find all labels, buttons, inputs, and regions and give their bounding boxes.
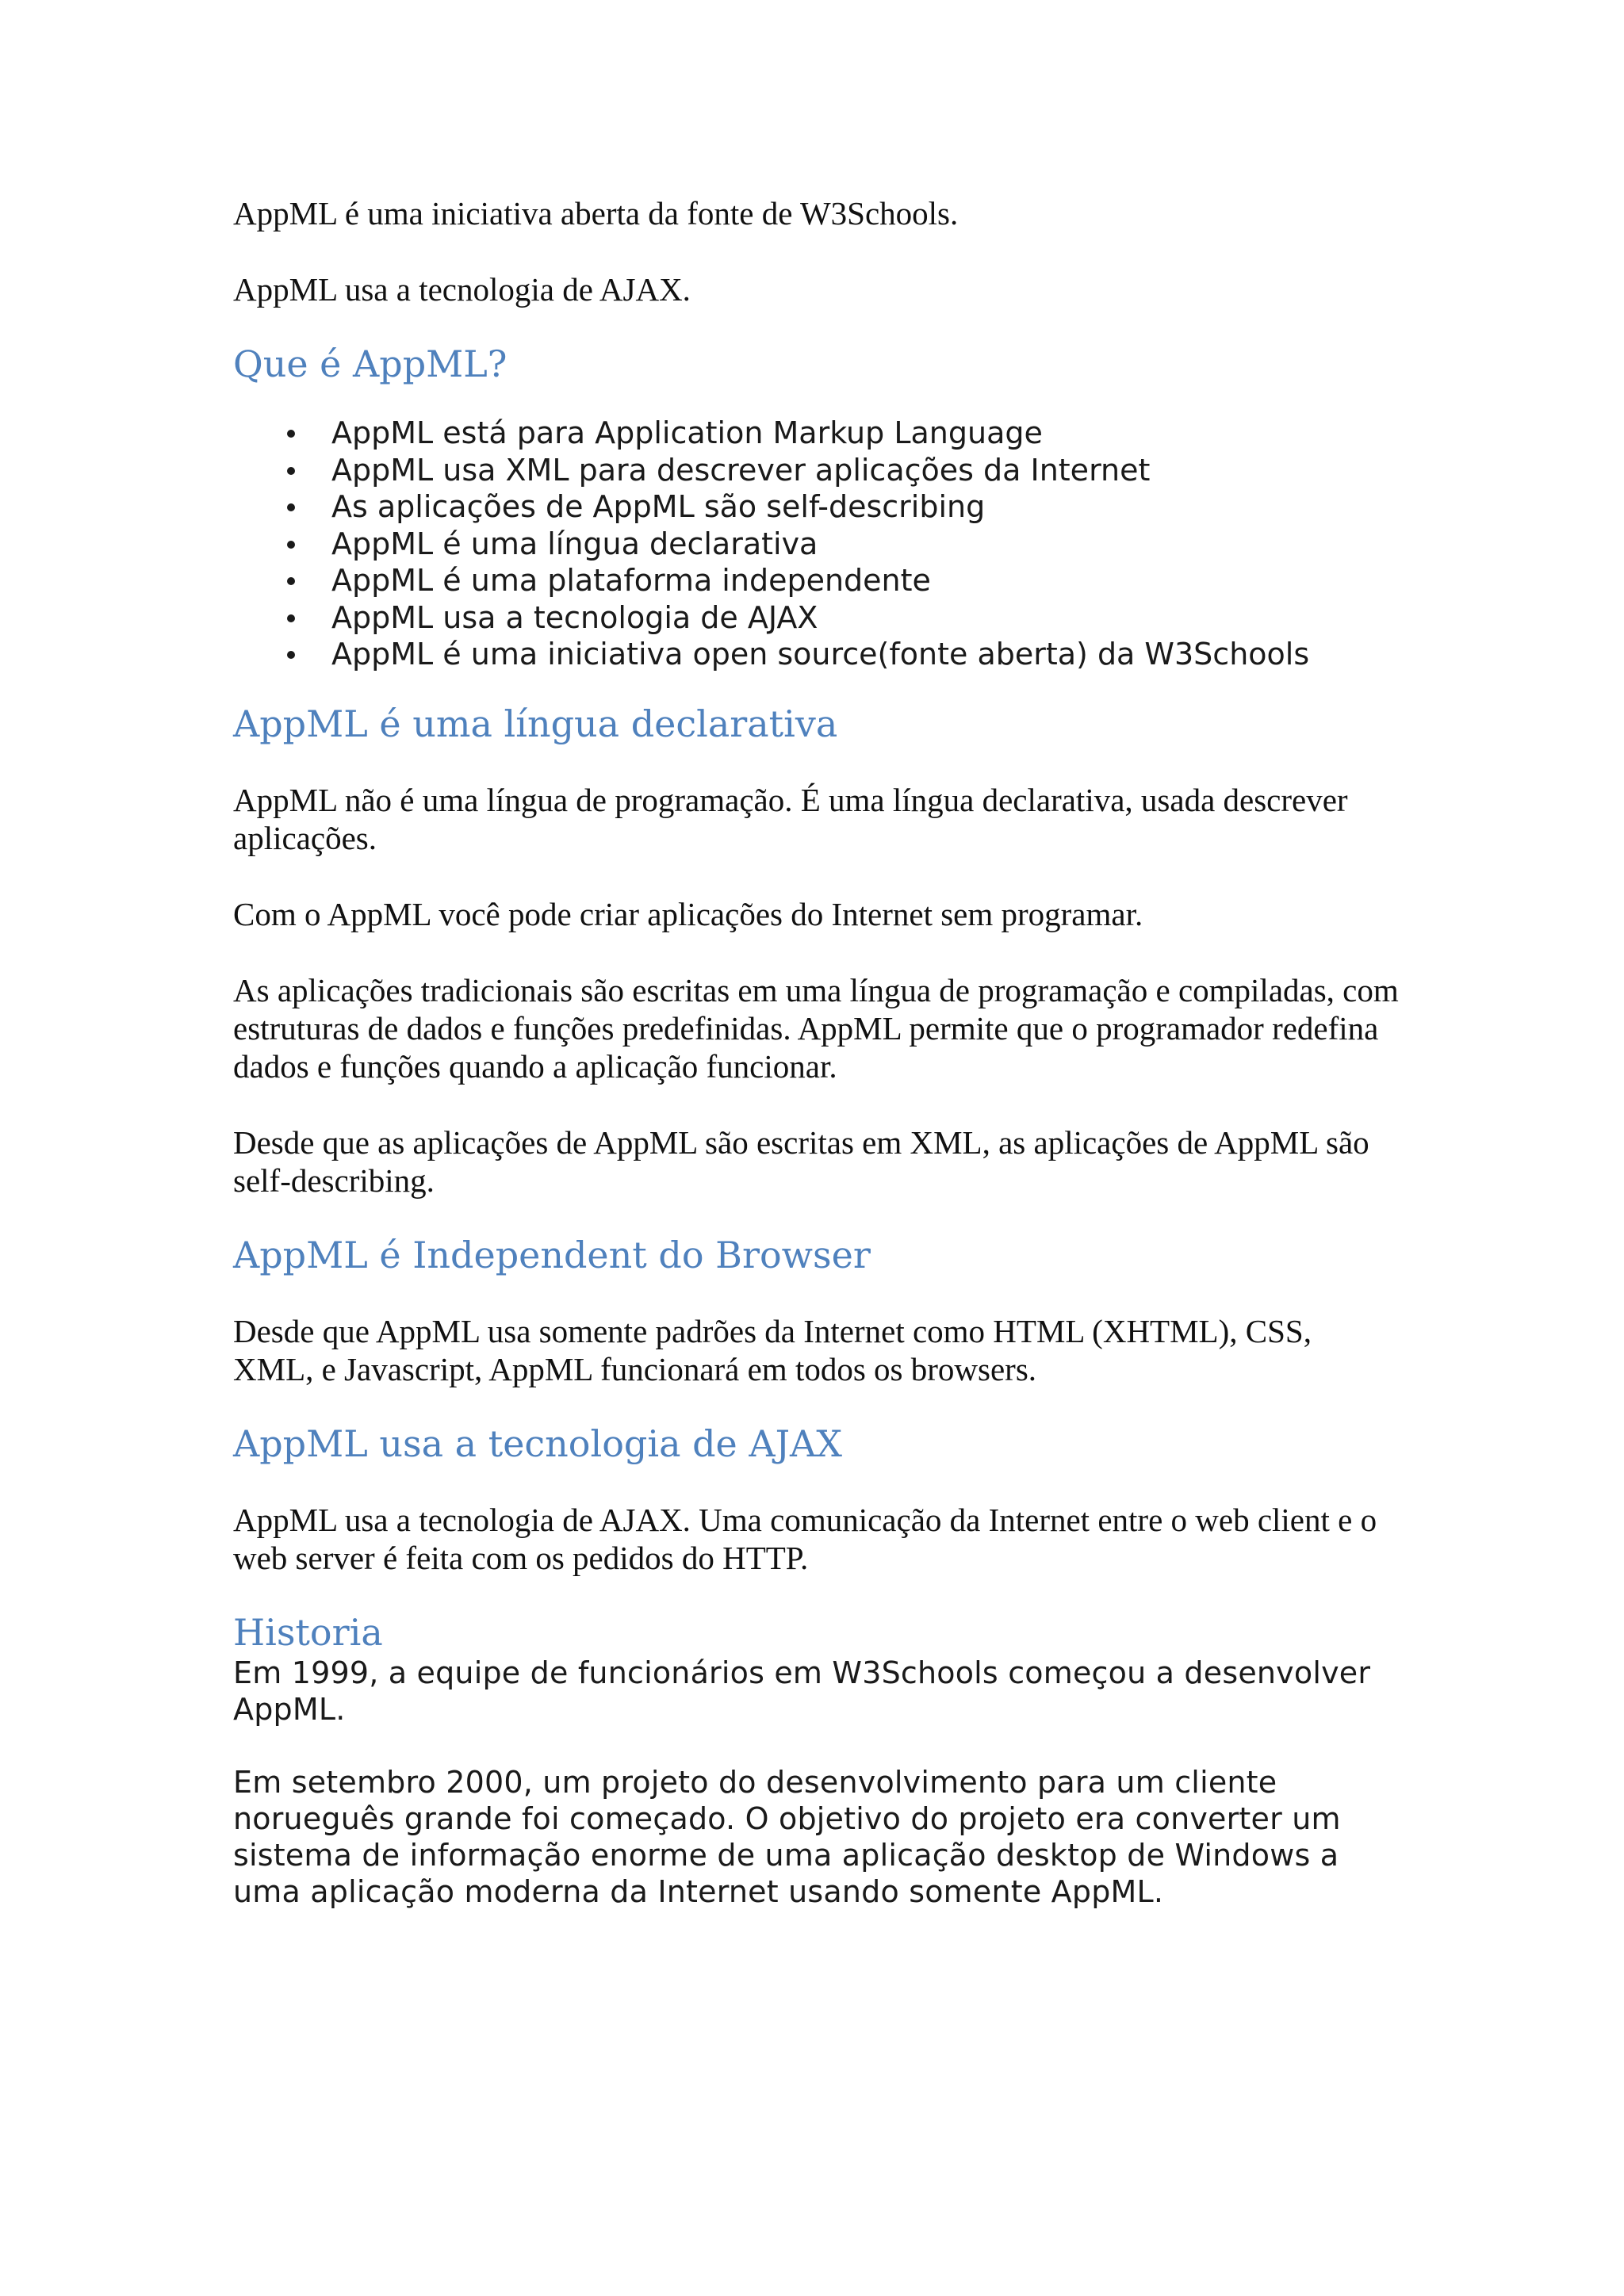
bullet-icon	[287, 430, 295, 438]
heading-tecnologia-ajax: AppML usa a tecnologia de AJAX	[233, 1422, 843, 1465]
browser-paragraph-1: Desde que AppML usa somente padrões da Internet como HTML (XHTML), CSS, XML, e Javascript, AppML funcionará em todos os browsers.	[233, 1312, 1312, 1387]
list-item: AppML é uma iniciativa open source(fonte aberta) da W3Schools	[233, 636, 1399, 673]
heading-lingua-declarativa: AppML é uma língua declarativa	[233, 702, 838, 745]
list-item: AppML está para Application Markup Language	[233, 415, 1399, 452]
bullet-icon	[287, 467, 295, 475]
bullet-icon	[287, 541, 295, 549]
bullet-icon	[287, 614, 295, 622]
list-item: AppML usa a tecnologia de AJAX	[233, 599, 1399, 637]
declarative-paragraph-3: As aplicações tradicionais são escritas em uma língua de programação e compiladas, com estruturas de dados e funções predefinidas. AppML permite que o programador redefina dados e funções quando a aplicação funcionar.	[233, 971, 1399, 1085]
declarative-paragraph-4: Desde que as aplicações de AppML são escritas em XML, as aplicações de AppML são self-describing.	[233, 1123, 1369, 1199]
list-item: AppML é uma plataforma independente	[233, 562, 1399, 599]
features-list	[233, 415, 1399, 673]
bullet-icon	[287, 577, 295, 585]
intro-paragraph-1: AppML é uma iniciativa aberta da fonte de W3Schools.	[233, 195, 959, 232]
history-paragraph-2: Em setembro 2000, um projeto do desenvolvimento para um cliente norueguês grande foi começado. O objetivo do projeto era converter um sistema de informação enorme de uma aplicação desktop de Windows a uma aplicação moderna da Internet usando somente AppML.	[233, 1764, 1341, 1909]
history-paragraph-1: Em 1999, a equipe de funcionários em W3Schools começou a desenvolver AppML.	[233, 1655, 1371, 1727]
list-item: AppML é uma língua declarativa	[233, 526, 1399, 563]
declarative-paragraph-2: Com o AppML você pode criar aplicações do Internet sem programar.	[233, 895, 1143, 932]
heading-que-e-appml: Que é AppML?	[233, 342, 508, 385]
bullet-icon	[287, 651, 295, 659]
heading-historia: Historia	[233, 1610, 383, 1654]
declarative-paragraph-1: AppML não é uma língua de programação. É uma língua declarativa, usada descrever aplicações.	[233, 781, 1348, 856]
intro-paragraph-2: AppML usa a tecnologia de AJAX.	[233, 271, 691, 308]
list-item: As aplicações de AppML são self-describing	[233, 488, 1399, 526]
bullet-icon	[287, 503, 295, 511]
document-body	[233, 189, 1399, 1910]
ajax-paragraph-1: AppML usa a tecnologia de AJAX. Uma comunicação da Internet entre o web client e o web server é feita com os pedidos do HTTP.	[233, 1501, 1377, 1576]
list-item: AppML usa XML para descrever aplicações da Internet	[233, 452, 1399, 489]
heading-independent-browser: AppML é Independent do Browser	[233, 1233, 871, 1276]
